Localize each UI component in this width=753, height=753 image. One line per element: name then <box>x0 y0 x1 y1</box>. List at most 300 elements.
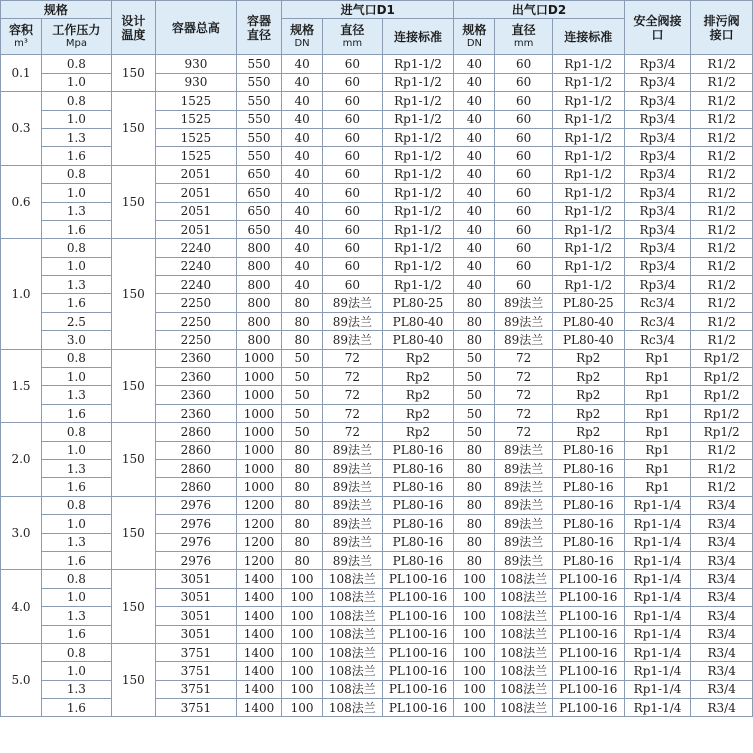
cell-drain-valve: R1/2 <box>691 257 753 275</box>
cell-outlet-size: 100 <box>454 570 495 588</box>
table-row <box>1 165 753 183</box>
cell-outlet-size: 80 <box>454 515 495 533</box>
cell-inlet-diameter: 60 <box>323 202 383 220</box>
cell-vessel-diameter: 1400 <box>236 680 281 698</box>
cell-outlet-diameter: 60 <box>495 128 552 146</box>
cell-total-height: 3051 <box>155 570 236 588</box>
cell-inlet-diameter: 60 <box>323 55 383 73</box>
cell-total-height: 1525 <box>155 110 236 128</box>
cell-vessel-diameter: 650 <box>236 184 281 202</box>
cell-inlet-size: 40 <box>282 165 323 183</box>
cell-pressure: 1.6 <box>42 404 112 422</box>
cell-outlet-size: 40 <box>454 73 495 91</box>
cell-drain-valve: Rp1/2 <box>691 349 753 367</box>
header-row-1 <box>1 1 753 19</box>
cell-pressure: 1.6 <box>42 551 112 569</box>
cell-drain-valve: Rp1/2 <box>691 423 753 441</box>
header-outlet-diameter <box>495 19 552 55</box>
cell-total-height: 1525 <box>155 128 236 146</box>
cell-pressure: 1.0 <box>42 73 112 91</box>
cell-pressure: 0.8 <box>42 423 112 441</box>
cell-drain-valve: R1/2 <box>691 331 753 349</box>
cell-inlet-standard: Rp2 <box>382 349 454 367</box>
cell-total-height: 3751 <box>155 680 236 698</box>
cell-outlet-diameter: 89法兰 <box>495 478 552 496</box>
cell-vessel-diameter: 550 <box>236 55 281 73</box>
cell-inlet-size: 40 <box>282 257 323 275</box>
header-pressure-label: 工作压力 <box>52 22 101 37</box>
cell-outlet-size: 40 <box>454 55 495 73</box>
cell-inlet-diameter: 60 <box>323 257 383 275</box>
cell-inlet-size: 40 <box>282 276 323 294</box>
header-inlet-diameter-unit: mm <box>342 37 363 49</box>
cell-outlet-standard: PL80-25 <box>552 294 624 312</box>
cell-outlet-size: 50 <box>454 423 495 441</box>
cell-total-height: 2250 <box>155 331 236 349</box>
header-pressure <box>42 19 112 55</box>
cell-inlet-size: 80 <box>282 496 323 514</box>
header-outlet-diameter-unit: mm <box>513 37 534 49</box>
cell-outlet-size: 100 <box>454 699 495 717</box>
cell-pressure: 0.8 <box>42 165 112 183</box>
cell-outlet-standard: Rp1-1/2 <box>552 73 624 91</box>
cell-inlet-size: 80 <box>282 312 323 330</box>
cell-outlet-diameter: 60 <box>495 165 552 183</box>
header-inlet-size <box>282 19 323 55</box>
cell-design-temp: 150 <box>111 570 155 644</box>
cell-drain-valve: R1/2 <box>691 478 753 496</box>
cell-inlet-standard: Rp2 <box>382 368 454 386</box>
cell-vessel-diameter: 650 <box>236 220 281 238</box>
header-outlet-standard: 连接标准 <box>552 19 624 55</box>
cell-outlet-diameter: 72 <box>495 349 552 367</box>
cell-inlet-standard: Rp1-1/2 <box>382 110 454 128</box>
cell-pressure: 1.6 <box>42 147 112 165</box>
cell-outlet-diameter: 60 <box>495 147 552 165</box>
cell-pressure: 1.3 <box>42 202 112 220</box>
cell-vessel-diameter: 1000 <box>236 404 281 422</box>
cell-outlet-size: 100 <box>454 607 495 625</box>
cell-drain-valve: Rp1/2 <box>691 404 753 422</box>
header-vessel-diameter: 容器直径 <box>236 1 281 55</box>
header-outlet-size-unit: DN <box>466 37 483 49</box>
cell-pressure: 1.6 <box>42 478 112 496</box>
cell-drain-valve: R1/2 <box>691 441 753 459</box>
cell-volume: 5.0 <box>1 643 42 717</box>
cell-inlet-standard: Rp1-1/2 <box>382 184 454 202</box>
cell-vessel-diameter: 1200 <box>236 533 281 551</box>
cell-vessel-diameter: 800 <box>236 331 281 349</box>
cell-outlet-standard: PL100-16 <box>552 680 624 698</box>
cell-inlet-size: 100 <box>282 607 323 625</box>
cell-safety-valve: Rp1 <box>624 386 691 404</box>
cell-inlet-diameter: 72 <box>323 386 383 404</box>
cell-vessel-diameter: 650 <box>236 202 281 220</box>
cell-inlet-diameter: 72 <box>323 349 383 367</box>
cell-inlet-standard: Rp1-1/2 <box>382 257 454 275</box>
cell-drain-valve: R1/2 <box>691 276 753 294</box>
cell-total-height: 930 <box>155 73 236 91</box>
cell-pressure: 0.8 <box>42 239 112 257</box>
cell-total-height: 2360 <box>155 404 236 422</box>
cell-outlet-standard: Rp1-1/2 <box>552 257 624 275</box>
cell-inlet-standard: Rp1-1/2 <box>382 55 454 73</box>
cell-safety-valve: Rp1-1/4 <box>624 680 691 698</box>
cell-outlet-diameter: 108法兰 <box>495 699 552 717</box>
cell-inlet-diameter: 108法兰 <box>323 643 383 661</box>
cell-volume: 0.3 <box>1 92 42 166</box>
cell-inlet-standard: Rp1-1/2 <box>382 92 454 110</box>
cell-total-height: 2860 <box>155 459 236 477</box>
cell-vessel-diameter: 1200 <box>236 515 281 533</box>
cell-total-height: 2360 <box>155 349 236 367</box>
table-row <box>1 55 753 73</box>
cell-drain-valve: R3/4 <box>691 662 753 680</box>
cell-safety-valve: Rp1-1/4 <box>624 496 691 514</box>
cell-design-temp: 150 <box>111 55 155 92</box>
cell-drain-valve: Rp1/2 <box>691 368 753 386</box>
cell-outlet-diameter: 108法兰 <box>495 588 552 606</box>
cell-outlet-size: 40 <box>454 184 495 202</box>
header-inlet-standard: 连接标准 <box>382 19 454 55</box>
cell-inlet-diameter: 108法兰 <box>323 607 383 625</box>
cell-inlet-standard: PL80-16 <box>382 478 454 496</box>
cell-total-height: 2250 <box>155 312 236 330</box>
cell-drain-valve: R3/4 <box>691 515 753 533</box>
cell-outlet-size: 40 <box>454 202 495 220</box>
cell-drain-valve: R1/2 <box>691 92 753 110</box>
cell-vessel-diameter: 1400 <box>236 588 281 606</box>
cell-inlet-size: 80 <box>282 551 323 569</box>
cell-pressure: 1.3 <box>42 680 112 698</box>
cell-vessel-diameter: 1400 <box>236 570 281 588</box>
cell-design-temp: 150 <box>111 643 155 717</box>
header-inlet-diameter <box>323 19 383 55</box>
cell-inlet-size: 50 <box>282 404 323 422</box>
cell-safety-valve: Rp1 <box>624 349 691 367</box>
cell-safety-valve: Rp1 <box>624 441 691 459</box>
cell-drain-valve: R1/2 <box>691 202 753 220</box>
cell-vessel-diameter: 1000 <box>236 386 281 404</box>
cell-outlet-diameter: 60 <box>495 276 552 294</box>
cell-total-height: 2860 <box>155 478 236 496</box>
cell-drain-valve: R1/2 <box>691 55 753 73</box>
cell-vessel-diameter: 1400 <box>236 662 281 680</box>
cell-outlet-size: 80 <box>454 551 495 569</box>
header-inlet-diameter-label: 直径 <box>340 22 365 37</box>
header-outlet-size <box>454 19 495 55</box>
cell-vessel-diameter: 550 <box>236 92 281 110</box>
cell-outlet-diameter: 89法兰 <box>495 515 552 533</box>
cell-total-height: 2240 <box>155 239 236 257</box>
cell-safety-valve: Rp3/4 <box>624 110 691 128</box>
cell-outlet-diameter: 89法兰 <box>495 312 552 330</box>
cell-safety-valve: Rp3/4 <box>624 257 691 275</box>
cell-outlet-standard: Rp1-1/2 <box>552 220 624 238</box>
table-row <box>1 643 753 661</box>
cell-pressure: 0.8 <box>42 496 112 514</box>
cell-safety-valve: Rp1 <box>624 423 691 441</box>
cell-outlet-diameter: 89法兰 <box>495 459 552 477</box>
cell-inlet-size: 40 <box>282 128 323 146</box>
cell-safety-valve: Rp1-1/4 <box>624 607 691 625</box>
cell-design-temp: 150 <box>111 349 155 423</box>
cell-outlet-size: 80 <box>454 331 495 349</box>
cell-inlet-diameter: 60 <box>323 73 383 91</box>
cell-outlet-size: 100 <box>454 643 495 661</box>
cell-inlet-size: 80 <box>282 459 323 477</box>
cell-outlet-diameter: 108法兰 <box>495 570 552 588</box>
header-volume <box>1 19 42 55</box>
cell-safety-valve: Rp3/4 <box>624 165 691 183</box>
table-row <box>1 423 753 441</box>
cell-drain-valve: R3/4 <box>691 496 753 514</box>
cell-inlet-size: 100 <box>282 680 323 698</box>
cell-inlet-standard: PL80-16 <box>382 441 454 459</box>
cell-total-height: 1525 <box>155 147 236 165</box>
cell-vessel-diameter: 1200 <box>236 496 281 514</box>
cell-outlet-diameter: 89法兰 <box>495 551 552 569</box>
cell-inlet-standard: PL100-16 <box>382 588 454 606</box>
cell-pressure: 1.3 <box>42 276 112 294</box>
cell-safety-valve: Rp3/4 <box>624 147 691 165</box>
cell-outlet-standard: PL100-16 <box>552 643 624 661</box>
cell-total-height: 2860 <box>155 441 236 459</box>
header-drain-valve: 排污阀接口 <box>691 1 753 55</box>
cell-inlet-standard: PL80-16 <box>382 533 454 551</box>
cell-pressure: 1.3 <box>42 128 112 146</box>
cell-outlet-size: 40 <box>454 257 495 275</box>
cell-total-height: 930 <box>155 55 236 73</box>
cell-outlet-diameter: 89法兰 <box>495 441 552 459</box>
cell-safety-valve: Rp1-1/4 <box>624 662 691 680</box>
cell-outlet-standard: PL100-16 <box>552 699 624 717</box>
cell-pressure: 1.6 <box>42 625 112 643</box>
cell-total-height: 3751 <box>155 662 236 680</box>
cell-drain-valve: R3/4 <box>691 588 753 606</box>
cell-outlet-diameter: 89法兰 <box>495 294 552 312</box>
cell-outlet-standard: PL100-16 <box>552 570 624 588</box>
cell-outlet-standard: Rp1-1/2 <box>552 128 624 146</box>
cell-pressure: 1.0 <box>42 662 112 680</box>
cell-inlet-size: 40 <box>282 55 323 73</box>
cell-outlet-standard: PL100-16 <box>552 607 624 625</box>
cell-outlet-diameter: 60 <box>495 220 552 238</box>
cell-inlet-size: 40 <box>282 202 323 220</box>
cell-inlet-size: 40 <box>282 73 323 91</box>
cell-drain-valve: R1/2 <box>691 147 753 165</box>
cell-outlet-standard: Rp1-1/2 <box>552 110 624 128</box>
cell-outlet-diameter: 60 <box>495 239 552 257</box>
cell-outlet-size: 80 <box>454 312 495 330</box>
header-outlet-size-label: 规格 <box>462 22 487 37</box>
cell-safety-valve: Rp3/4 <box>624 239 691 257</box>
table-header <box>1 1 753 55</box>
cell-inlet-diameter: 89法兰 <box>323 441 383 459</box>
cell-outlet-standard: PL80-16 <box>552 551 624 569</box>
cell-inlet-size: 100 <box>282 643 323 661</box>
cell-vessel-diameter: 1000 <box>236 441 281 459</box>
cell-pressure: 3.0 <box>42 331 112 349</box>
cell-inlet-diameter: 72 <box>323 423 383 441</box>
cell-outlet-diameter: 72 <box>495 404 552 422</box>
cell-volume: 1.0 <box>1 239 42 349</box>
cell-volume: 0.6 <box>1 165 42 239</box>
cell-safety-valve: Rp3/4 <box>624 184 691 202</box>
cell-inlet-diameter: 108法兰 <box>323 570 383 588</box>
cell-inlet-standard: PL80-40 <box>382 312 454 330</box>
cell-inlet-standard: PL100-16 <box>382 607 454 625</box>
cell-inlet-standard: Rp1-1/2 <box>382 276 454 294</box>
cell-outlet-standard: Rp2 <box>552 423 624 441</box>
cell-outlet-diameter: 60 <box>495 184 552 202</box>
cell-safety-valve: Rp1-1/4 <box>624 533 691 551</box>
cell-inlet-size: 100 <box>282 662 323 680</box>
cell-inlet-size: 40 <box>282 110 323 128</box>
cell-inlet-size: 50 <box>282 423 323 441</box>
cell-outlet-diameter: 60 <box>495 202 552 220</box>
cell-safety-valve: Rp1-1/4 <box>624 699 691 717</box>
cell-safety-valve: Rp1-1/4 <box>624 515 691 533</box>
cell-inlet-standard: Rp1-1/2 <box>382 73 454 91</box>
cell-safety-valve: Rp1 <box>624 478 691 496</box>
table-row <box>1 239 753 257</box>
cell-pressure: 0.8 <box>42 92 112 110</box>
cell-inlet-diameter: 60 <box>323 128 383 146</box>
cell-inlet-size: 50 <box>282 349 323 367</box>
cell-outlet-size: 80 <box>454 496 495 514</box>
cell-outlet-diameter: 60 <box>495 73 552 91</box>
cell-pressure: 1.6 <box>42 294 112 312</box>
cell-safety-valve: Rc3/4 <box>624 331 691 349</box>
cell-drain-valve: R3/4 <box>691 643 753 661</box>
cell-inlet-standard: Rp1-1/2 <box>382 165 454 183</box>
header-inlet-size-unit: DN <box>294 37 310 49</box>
cell-inlet-size: 80 <box>282 441 323 459</box>
cell-outlet-size: 50 <box>454 404 495 422</box>
cell-outlet-standard: PL80-16 <box>552 478 624 496</box>
cell-outlet-diameter: 89法兰 <box>495 533 552 551</box>
cell-outlet-standard: Rp2 <box>552 386 624 404</box>
cell-inlet-standard: Rp1-1/2 <box>382 202 454 220</box>
cell-total-height: 2360 <box>155 368 236 386</box>
header-safety-valve: 安全阀接口 <box>624 1 691 55</box>
cell-outlet-standard: Rp2 <box>552 404 624 422</box>
cell-inlet-standard: Rp2 <box>382 404 454 422</box>
cell-inlet-standard: PL100-16 <box>382 625 454 643</box>
cell-inlet-size: 40 <box>282 184 323 202</box>
cell-inlet-size: 50 <box>282 368 323 386</box>
cell-inlet-diameter: 60 <box>323 110 383 128</box>
cell-outlet-diameter: 108法兰 <box>495 680 552 698</box>
cell-safety-valve: Rp1 <box>624 404 691 422</box>
cell-pressure: 0.8 <box>42 643 112 661</box>
cell-pressure: 0.8 <box>42 349 112 367</box>
cell-outlet-standard: PL100-16 <box>552 625 624 643</box>
cell-volume: 4.0 <box>1 570 42 644</box>
cell-volume: 0.1 <box>1 55 42 92</box>
cell-inlet-diameter: 60 <box>323 276 383 294</box>
cell-pressure: 1.6 <box>42 699 112 717</box>
cell-inlet-diameter: 89法兰 <box>323 551 383 569</box>
cell-inlet-diameter: 89法兰 <box>323 294 383 312</box>
cell-drain-valve: R1/2 <box>691 294 753 312</box>
cell-total-height: 2240 <box>155 276 236 294</box>
cell-drain-valve: R1/2 <box>691 459 753 477</box>
cell-inlet-standard: PL100-16 <box>382 680 454 698</box>
cell-pressure: 0.8 <box>42 55 112 73</box>
cell-drain-valve: R3/4 <box>691 625 753 643</box>
cell-outlet-size: 100 <box>454 662 495 680</box>
cell-total-height: 2976 <box>155 496 236 514</box>
cell-total-height: 2240 <box>155 257 236 275</box>
cell-outlet-standard: Rp2 <box>552 368 624 386</box>
cell-pressure: 1.0 <box>42 184 112 202</box>
cell-inlet-size: 100 <box>282 625 323 643</box>
cell-total-height: 3751 <box>155 699 236 717</box>
cell-inlet-diameter: 60 <box>323 239 383 257</box>
cell-inlet-diameter: 60 <box>323 165 383 183</box>
cell-outlet-size: 80 <box>454 441 495 459</box>
cell-vessel-diameter: 800 <box>236 294 281 312</box>
cell-safety-valve: Rp3/4 <box>624 220 691 238</box>
cell-outlet-standard: Rp1-1/2 <box>552 55 624 73</box>
cell-total-height: 2360 <box>155 386 236 404</box>
cell-volume: 3.0 <box>1 496 42 570</box>
table-body <box>1 55 753 717</box>
cell-outlet-size: 40 <box>454 128 495 146</box>
cell-outlet-size: 40 <box>454 110 495 128</box>
cell-outlet-standard: Rp1-1/2 <box>552 276 624 294</box>
cell-vessel-diameter: 1000 <box>236 368 281 386</box>
cell-inlet-standard: Rp1-1/2 <box>382 239 454 257</box>
cell-outlet-size: 50 <box>454 386 495 404</box>
cell-outlet-standard: PL100-16 <box>552 588 624 606</box>
cell-pressure: 1.0 <box>42 441 112 459</box>
cell-inlet-standard: PL80-16 <box>382 496 454 514</box>
cell-vessel-diameter: 550 <box>236 110 281 128</box>
cell-drain-valve: R3/4 <box>691 680 753 698</box>
cell-inlet-size: 40 <box>282 239 323 257</box>
cell-outlet-standard: Rp1-1/2 <box>552 147 624 165</box>
cell-outlet-size: 40 <box>454 147 495 165</box>
cell-inlet-diameter: 89法兰 <box>323 533 383 551</box>
cell-inlet-diameter: 108法兰 <box>323 625 383 643</box>
cell-outlet-diameter: 89法兰 <box>495 331 552 349</box>
table-row <box>1 570 753 588</box>
cell-vessel-diameter: 800 <box>236 257 281 275</box>
header-volume-unit: m³ <box>14 37 28 49</box>
cell-volume: 2.0 <box>1 423 42 497</box>
cell-vessel-diameter: 800 <box>236 312 281 330</box>
cell-inlet-standard: PL100-16 <box>382 570 454 588</box>
cell-outlet-standard: PL100-16 <box>552 662 624 680</box>
cell-outlet-size: 80 <box>454 533 495 551</box>
cell-inlet-diameter: 60 <box>323 147 383 165</box>
cell-vessel-diameter: 650 <box>236 165 281 183</box>
cell-vessel-diameter: 800 <box>236 239 281 257</box>
cell-outlet-diameter: 60 <box>495 110 552 128</box>
cell-inlet-standard: Rp2 <box>382 386 454 404</box>
cell-outlet-size: 40 <box>454 165 495 183</box>
cell-vessel-diameter: 550 <box>236 128 281 146</box>
cell-inlet-size: 100 <box>282 588 323 606</box>
cell-inlet-standard: PL100-16 <box>382 662 454 680</box>
cell-outlet-diameter: 108法兰 <box>495 643 552 661</box>
cell-drain-valve: R1/2 <box>691 110 753 128</box>
cell-safety-valve: Rp3/4 <box>624 55 691 73</box>
cell-inlet-standard: PL80-25 <box>382 294 454 312</box>
